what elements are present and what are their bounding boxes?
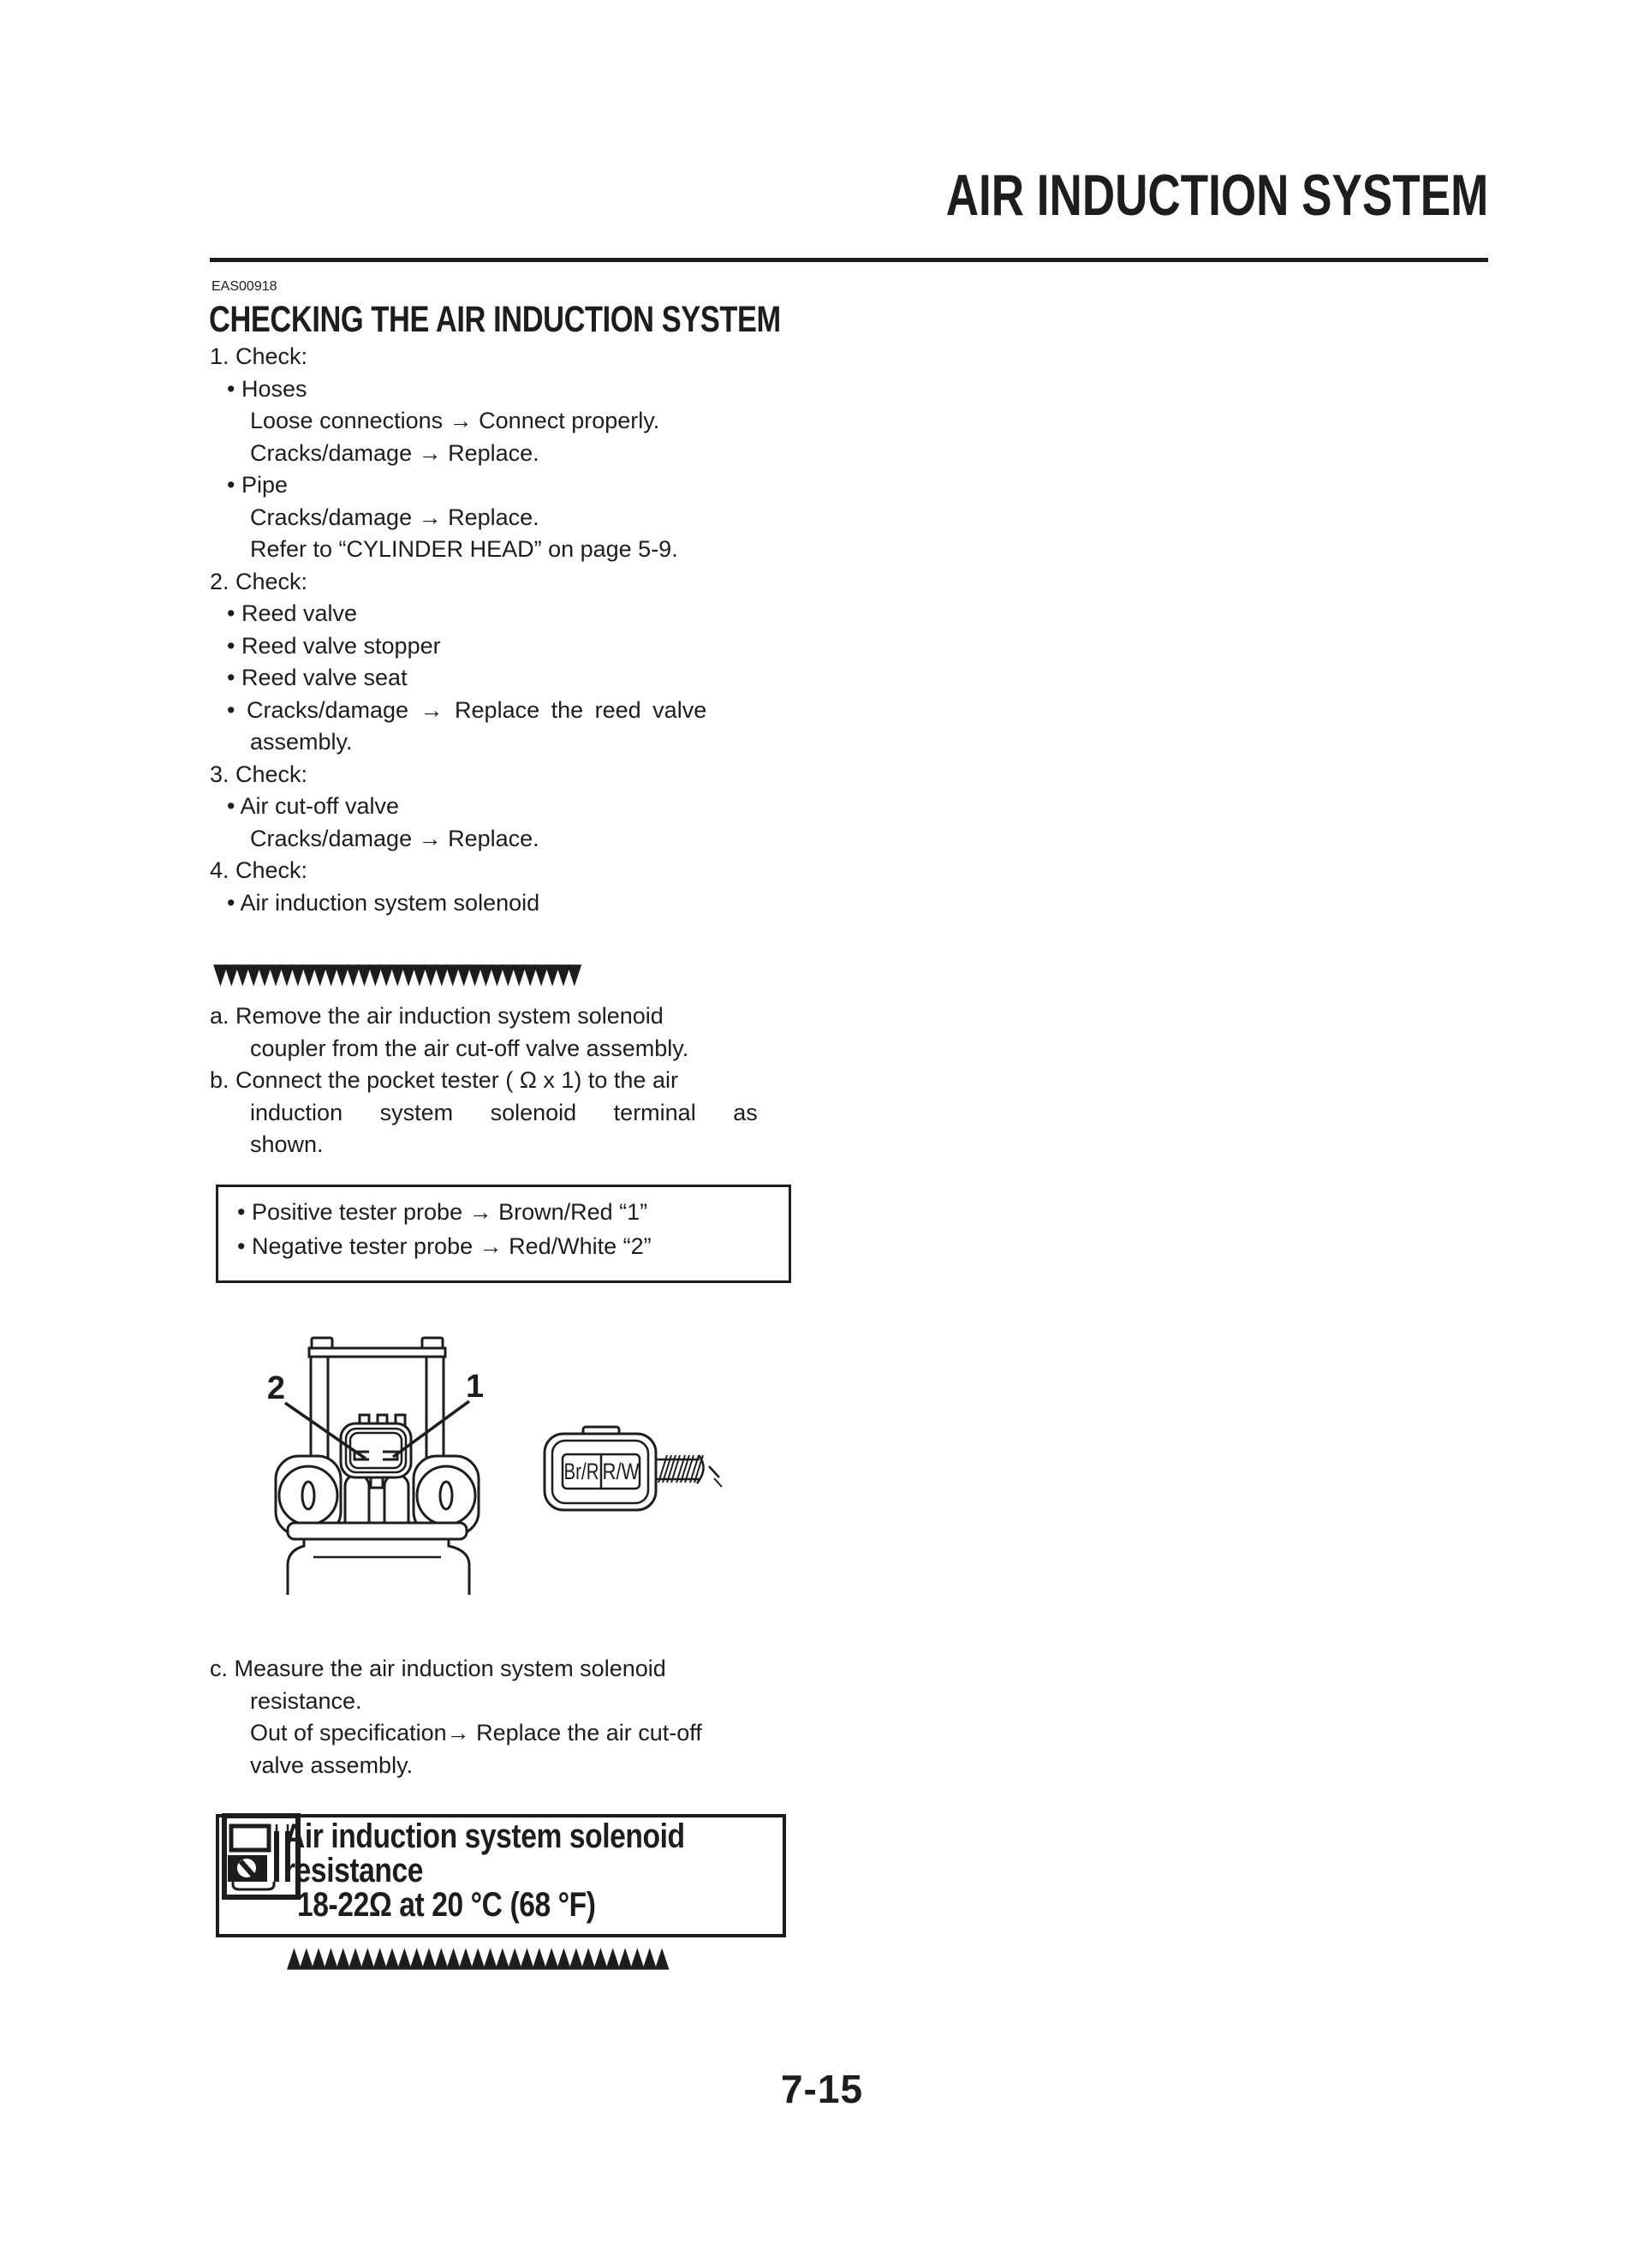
down-triangles: ▼▼▼▼▼▼▼▼▼▼▼▼▼▼▼▼▼▼▼▼▼▼▼▼▼▼▼▼▼▼▼▼▼ — [213, 958, 579, 991]
check-list — [210, 341, 801, 919]
check-line: Cracks/damage → Replace. — [250, 504, 539, 530]
terminal-label-brown-red: Br/R — [563, 1459, 599, 1484]
tester-probe-line: • Negative tester probe → Red/White “2” — [237, 1233, 652, 1259]
check-line: 4. Check: — [210, 857, 308, 883]
spec-title-1: Air induction system solenoid — [284, 1817, 685, 1855]
header-rule — [210, 258, 1488, 262]
step-line: c. Measure the air induction system solenoid — [210, 1656, 666, 1681]
check-line: 2. Check: — [210, 568, 308, 594]
check-line: 3. Check: — [210, 761, 308, 787]
step-line: coupler from the air cut-off valve assembly. — [250, 1035, 689, 1061]
spec-value-line — [284, 1888, 761, 1922]
step-line: resistance. — [250, 1687, 362, 1714]
check-line: • Cracks/damage → Replace the reed valve — [227, 696, 707, 723]
check-line: • Reed valve — [227, 600, 358, 626]
page-header-title — [793, 163, 1488, 228]
tester-probe-box — [216, 1185, 791, 1283]
section-title-text: CHECKING THE AIR INDUCTION SYSTEM — [209, 299, 781, 340]
check-line: • Reed valve seat — [227, 665, 408, 690]
check-line: 1. Check: — [210, 343, 308, 369]
step-line: shown. — [250, 1131, 324, 1157]
wire-hatch — [656, 1455, 722, 1487]
solenoid-valve-drawing — [276, 1338, 479, 1595]
page-header-title-text: AIR INDUCTION SYSTEM — [945, 163, 1488, 228]
step-line: a. Remove the air induction system solenoid — [210, 1003, 664, 1029]
check-line: Refer to “CYLINDER HEAD” on page 5-9. — [250, 536, 678, 562]
section-code: EAS00918 — [211, 279, 277, 294]
check-line: assembly. — [250, 729, 353, 755]
procedure-steps-c — [210, 1653, 801, 1782]
spec-title-2: resistance — [284, 1852, 424, 1889]
callout-1-label: 1 — [466, 1369, 485, 1405]
section-title — [209, 301, 924, 338]
spec-value: 18-22Ω at 20 °C (68 °F) — [297, 1886, 596, 1924]
step-line: valve assembly. — [250, 1752, 414, 1778]
spec-title-line — [284, 1819, 761, 1853]
check-line: Cracks/damage → Replace. — [250, 825, 539, 851]
procedure-end-marker — [287, 1942, 667, 1974]
step-line: induction system solenoid terminal as — [250, 1099, 758, 1125]
check-line: • Air induction system solenoid — [227, 889, 540, 916]
step-line: b. Connect the pocket tester ( Ω x 1) to the air — [210, 1067, 678, 1093]
check-line: Cracks/damage → Replace. — [250, 439, 539, 466]
up-triangles: ▲▲▲▲▲▲▲▲▲▲▲▲▲▲▲▲▲▲▲▲▲▲▲▲▲▲▲▲▲▲▲ — [287, 1942, 667, 1974]
procedure-steps-ab — [210, 1000, 801, 1161]
terminal-label-red-white: R/W — [602, 1459, 640, 1484]
check-line: Loose connections → Connect properly. — [250, 408, 660, 433]
check-line: • Reed valve stopper — [227, 632, 441, 659]
procedure-start-marker — [213, 958, 579, 991]
spec-text — [284, 1819, 761, 1922]
check-line: • Hoses — [227, 375, 307, 402]
page-number: 7-15 — [780, 2067, 864, 2111]
solenoid-connector-figure — [257, 1328, 736, 1687]
check-line: • Pipe — [227, 472, 288, 498]
spec-title-line — [284, 1853, 761, 1888]
step-line: Out of specification→ Replace the air cut-off — [250, 1720, 702, 1746]
check-line: • Air cut-off valve — [227, 793, 400, 819]
tester-probe-line: • Positive tester probe → Brown/Red “1” — [237, 1199, 648, 1225]
callout-2-label: 2 — [266, 1370, 285, 1406]
